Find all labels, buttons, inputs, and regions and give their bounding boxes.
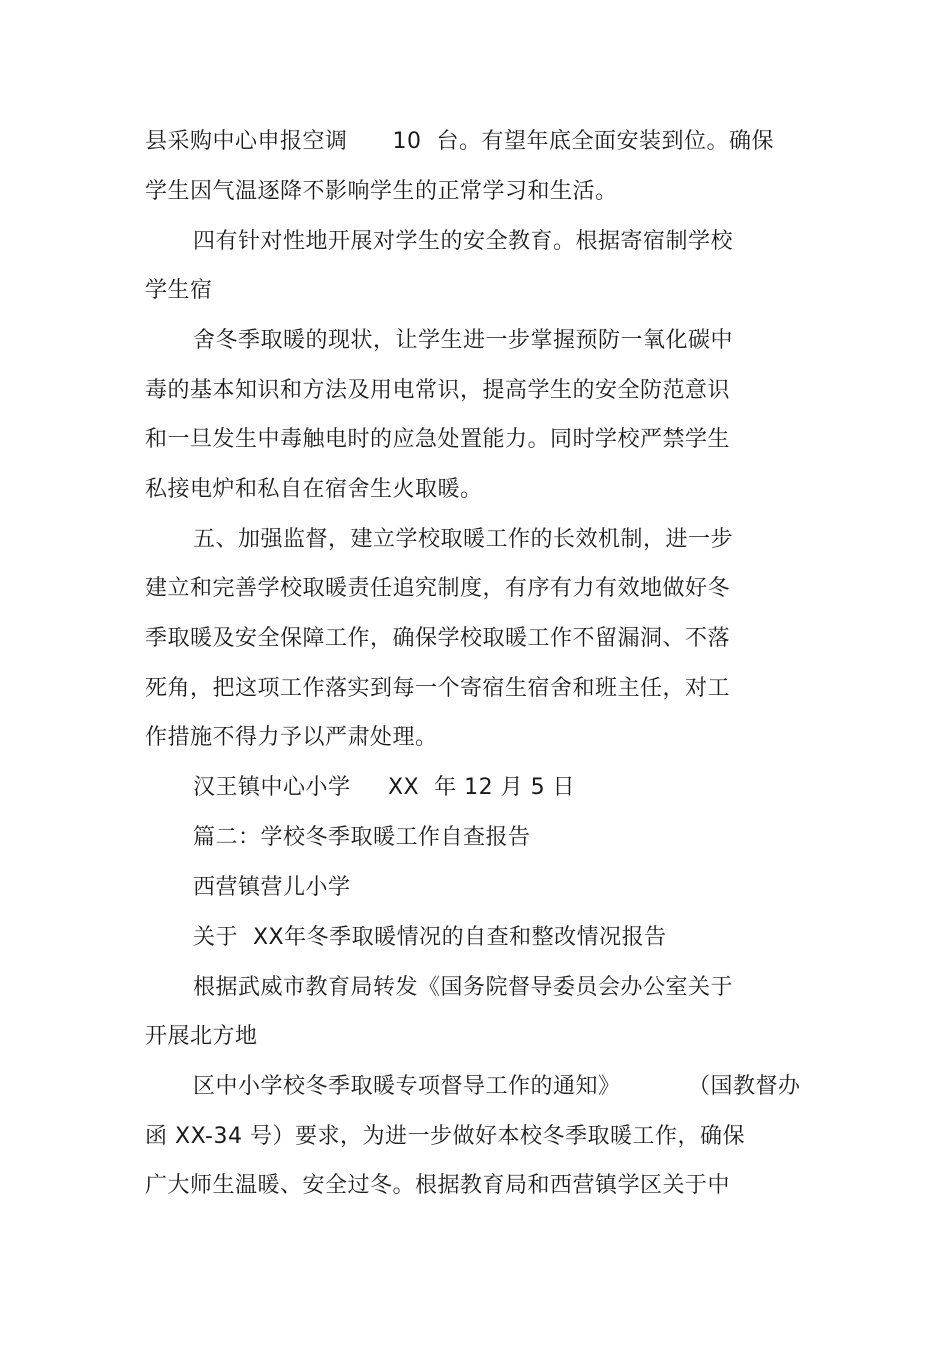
text-line-9: 五、加强监督，建立学校取暖工作的长效机制，进一步 <box>193 527 734 552</box>
text-line-19: 开展北方地 <box>145 1024 258 1049</box>
text-line-6: 毒的基本知识和方法及用电常识，提高学生的安全防范意识 <box>145 378 731 403</box>
section-heading: 篇二：学校冬季取暖工作自查报告 <box>193 825 531 850</box>
report-title: 关于 XX年冬季取暖情况的自查和整改情况报告 <box>193 925 667 950</box>
text-line-21: 函 XX-34 号）要求，为进一步做好本校冬季取暖工作，确保 <box>145 1124 745 1149</box>
text-line-3: 四有针对性地开展对学生的安全教育。根据寄宿制学校 <box>193 229 734 254</box>
text-line-8: 私接电炉和私自在宿舍生火取暖。 <box>145 477 483 502</box>
text-line-12: 死角，把这项工作落实到每一个寄宿生宿舍和班主任，对工 <box>145 676 731 701</box>
text-line-11: 季取暖及安全保障工作，确保学校取暖工作不留漏洞、不落 <box>145 626 731 651</box>
text-line-2: 学生因气温逐降不影响学生的正常学习和生活。 <box>145 179 618 204</box>
text-line-18: 根据武威市教育局转发《国务院督导委员会办公室关于 <box>193 975 734 1000</box>
text-line-10: 建立和完善学校取暖责任追究制度，有序有力有效地做好冬 <box>145 576 731 601</box>
signature-line: 汉王镇中心小学 XX 年 12 月 5 日 <box>193 775 576 800</box>
text-line-4: 学生宿 <box>145 278 213 303</box>
text-line-7: 和一旦发生中毒触电时的应急处置能力。同时学校严禁学生 <box>145 427 731 452</box>
text-line-22: 广大师生温暖、安全过冬。根据教育局和西营镇学区关于中 <box>145 1173 731 1198</box>
text-line-1: 县采购中心申报空调 10 台。有望年底全面安装到位。确保 <box>145 129 774 154</box>
text-line-20: 区中小学校冬季取暖专项督导工作的通知》 （国教督办 <box>193 1074 801 1099</box>
text-line-5: 舍冬季取暖的现状，让学生进一步掌握预防一氧化碳中 <box>193 328 734 353</box>
text-line-13: 作措施不得力予以严肃处理。 <box>145 725 438 750</box>
school-name: 西营镇营儿小学 <box>193 875 351 900</box>
